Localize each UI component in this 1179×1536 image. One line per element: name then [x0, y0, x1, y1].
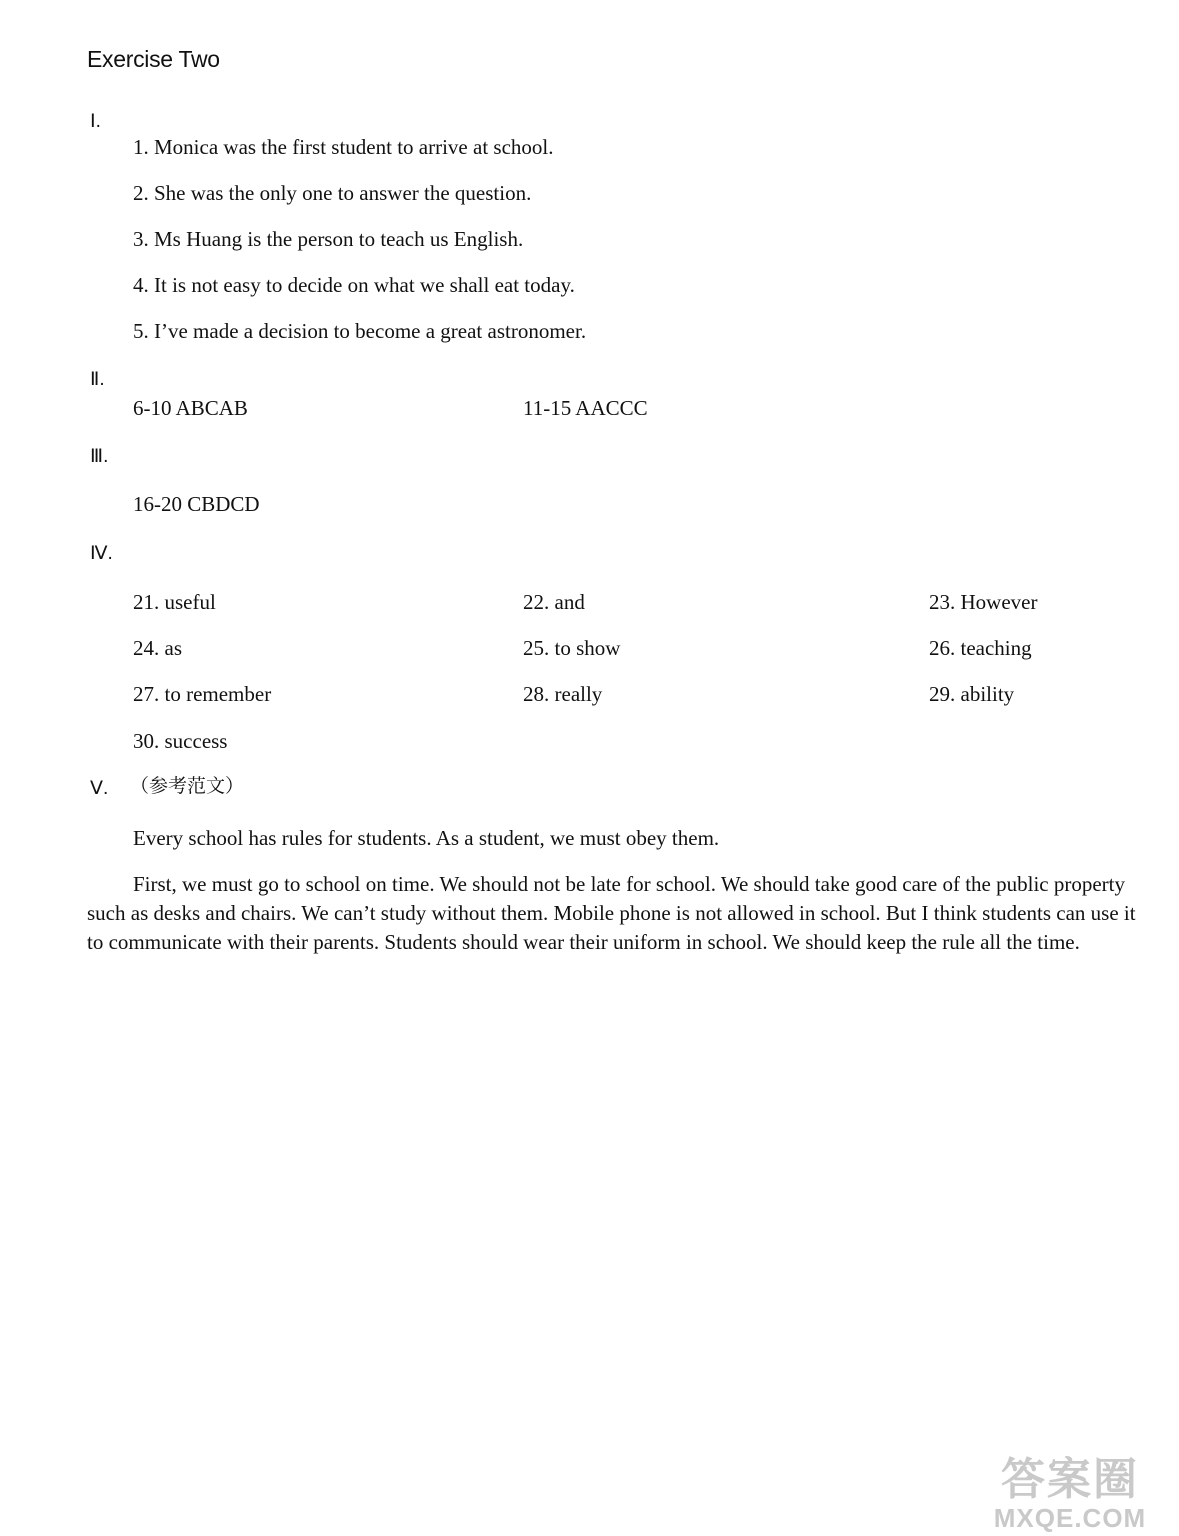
section-4-answer: 25. to show — [523, 636, 621, 660]
section-1-label: Ⅰ. — [90, 111, 101, 132]
section-5-note: （参考范文） — [130, 775, 245, 797]
section-4-answer: 24. as — [133, 636, 182, 660]
section-3-label: Ⅲ. — [90, 446, 109, 467]
section-4-answer: 21. useful — [133, 590, 216, 614]
section-4-answer: 23. However — [929, 590, 1038, 614]
essay-paragraph: First, we must go to school on time. We should not be late for school. We should take good care of the public property such as desks and chairs. We can’t study without them. Mobile phone is not allowed in school. But I think students can use it to communicate with their parents. Students should wear their uniform in school. We should keep the rule all the time. — [87, 872, 1136, 954]
section-1-item: 1. Monica was the first student to arrive at school. — [133, 135, 554, 159]
section-4-answer: 26. teaching — [929, 636, 1032, 660]
page-title: Exercise Two — [87, 46, 220, 72]
section-3-answer: 16-20 CBDCD — [133, 492, 260, 516]
section-1-item: 4. It is not easy to decide on what we shall eat today. — [133, 273, 575, 297]
essay-paragraph: Every school has rules for students. As a student, we must obey them. — [133, 826, 720, 850]
watermark-site-text: MXQE.COM — [993, 1503, 1147, 1533]
section-2-answer: 6-10 ABCAB — [133, 396, 248, 420]
section-1-item: 2. She was the only one to answer the question. — [133, 181, 532, 205]
section-1-item: 5. I’ve made a decision to become a great astronomer. — [133, 319, 587, 343]
section-4-answer: 22. and — [523, 590, 585, 614]
section-4-answer: 27. to remember — [133, 682, 272, 706]
section-5-label: Ⅴ. — [90, 778, 109, 799]
section-4-answer: 29. ability — [929, 682, 1015, 706]
section-2-label: Ⅱ. — [90, 369, 105, 390]
watermark — [975, 1456, 1165, 1532]
section-4-answer: 28. really — [523, 682, 603, 706]
section-1-item: 3. Ms Huang is the person to teach us English. — [133, 227, 524, 251]
section-2-answer: 11-15 AACCC — [523, 396, 648, 420]
section-4-label: Ⅳ. — [90, 543, 113, 564]
section-4-answer: 30. success — [133, 729, 228, 753]
watermark-logo-text: 答案圈 — [1001, 1455, 1139, 1504]
